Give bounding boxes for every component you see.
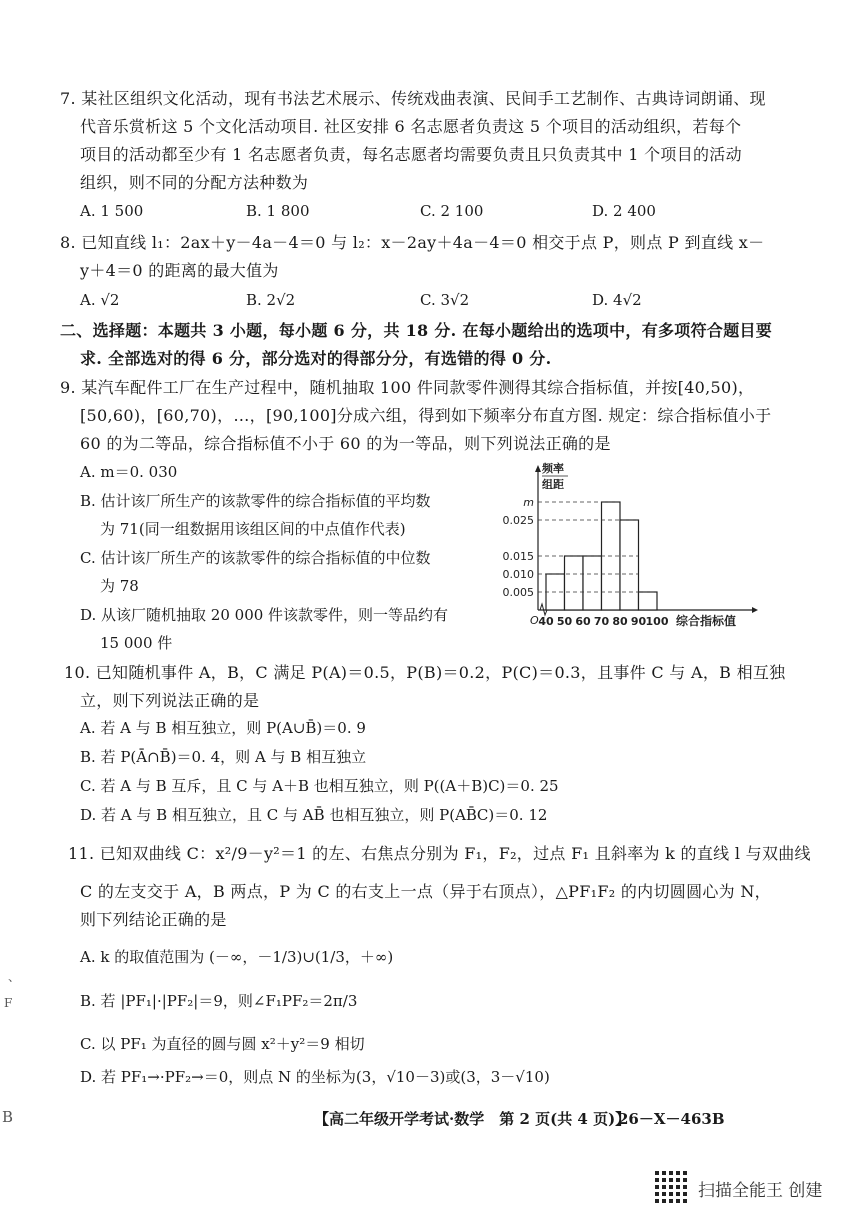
y-tick-label: 0.015 — [502, 550, 534, 563]
question-line-8: 60 的为二等品，综合指标值不小于 60 的为一等品，则下列说法正确的是 — [80, 434, 611, 453]
question-line-3: 组织，则不同的分配方法种数为 — [80, 173, 309, 192]
question-line-11: 11. 已知双曲线 C：x²/9－y²＝1 的左、右焦点分别为 F₁，F₂，过点 F₁ 且斜率为 k 的直线 l 与双曲线 — [68, 844, 811, 863]
answer-option-11: C. 估计该厂所生产的该款零件的综合指标值的中位数 — [80, 549, 431, 567]
answer-option-0: A. 1 500 — [80, 202, 144, 220]
answer-option-7: D. 4√2 — [592, 291, 642, 309]
answer-option-19: A. k 的取值范围为 (－∞，－1/3)∪(1/3，＋∞) — [80, 948, 394, 966]
y-tick-label: 0.025 — [502, 514, 534, 527]
answer-option-22: D. 若 PF₁→·PF₂→＝0，则点 N 的坐标为(3，√10－3)或(3，3－√10) — [80, 1068, 550, 1086]
answer-option-1: B. 1 800 — [246, 202, 310, 220]
answer-option-9: B. 估计该厂所生产的该款零件的综合指标值的平均数 — [80, 492, 431, 510]
footer-title: 【高二年级开学考试·数学 第 2 页(共 4 页)】 — [314, 1110, 631, 1128]
section-heading-1: 求. 全部选对的得 6 分，部分选对的得部分分，有选错的得 0 分. — [80, 349, 552, 368]
origin-label: O — [530, 614, 539, 627]
answer-option-16: B. 若 P(Ā∩B̄)＝0. 4，则 A 与 B 相互独立 — [80, 748, 367, 766]
answer-option-12: 为 78 — [100, 577, 139, 595]
answer-option-3: D. 2 400 — [592, 202, 656, 220]
answer-option-17: C. 若 A 与 B 互斥，且 C 与 A＋B 也相互独立，则 P((A＋B)C)＝0. 25 — [80, 777, 559, 795]
x-tick-label: 40 — [538, 615, 554, 628]
y-axis-label-bottom: 组距 — [542, 478, 564, 491]
answer-option-14: 15 000 件 — [100, 634, 173, 652]
y-axis-arrow — [535, 465, 541, 472]
y-tick-label: 0.005 — [502, 586, 534, 599]
answer-option-13: D. 从该厂随机抽取 20 000 件该款零件，则一等品约有 — [80, 606, 449, 624]
answer-option-15: A. 若 A 与 B 相互独立，则 P(A∪B̄)＝0. 9 — [80, 719, 366, 737]
margin-mark-char: F — [4, 996, 13, 1010]
histogram-bar — [620, 520, 639, 610]
answer-option-10: 为 71(同一组数据用该组区间的中点值作代表) — [100, 520, 406, 538]
x-axis-arrow — [752, 607, 758, 613]
y-tick-label: m — [523, 496, 534, 509]
x-tick-label: 50 — [556, 615, 573, 628]
question-line-12: C 的左支交于 A，B 两点，P 为 C 的右支上一点（异于右顶点），△PF₁F₂ 的内切圆圆心为 N， — [80, 882, 771, 901]
question-line-9: 10. 已知随机事件 A，B，C 满足 P(A)＝0.5，P(B)＝0.2，P(C)＝0.3，且事件 C 与 A，B 相互独 — [64, 663, 786, 682]
x-tick-label: 90 — [630, 615, 647, 628]
histogram-bar — [583, 556, 602, 610]
qr-code-icon — [652, 1168, 688, 1204]
answer-option-20: B. 若 |PF₁|·|PF₂|＝9，则∠F₁PF₂＝2π/3 — [80, 992, 358, 1010]
question-line-10: 立，则下列说法正确的是 — [80, 691, 260, 710]
section-heading-0: 二、选择题：本题共 3 小题，每小题 6 分，共 18 分. 在每小题给出的选项中，有多项符合题目要 — [60, 321, 773, 340]
answer-option-6: C. 3√2 — [420, 291, 470, 309]
x-axis-label: 综合指标值 — [676, 614, 737, 628]
question-line-6: 9. 某汽车配件工厂在生产过程中，随机抽取 100 件同款零件测得其综合指标值，并按[40,50)， — [60, 378, 755, 397]
question-line-5: y＋4＝0 的距离的最大值为 — [80, 261, 279, 280]
y-axis-label-top: 频率 — [542, 462, 564, 475]
x-tick-label: 80 — [612, 615, 628, 628]
answer-option-21: C. 以 PF₁ 为直径的圆与圆 x²＋y²＝9 相切 — [80, 1035, 365, 1053]
question-line-0: 7. 某社区组织文化活动，现有书法艺术展示、传统戏曲表演、民间手工艺制作、古典诗词朗诵、现 — [60, 89, 766, 108]
question-line-2: 项目的活动都至少有 1 名志愿者负责，每名志愿者均需要负责且只负责其中 1 个项目的活动 — [80, 145, 742, 164]
x-tick-label: 70 — [593, 615, 610, 628]
answer-option-2: C. 2 100 — [420, 202, 484, 220]
y-tick-label: 0.010 — [502, 568, 534, 581]
question-line-13: 则下列结论正确的是 — [80, 910, 227, 929]
histogram-bar — [639, 592, 658, 610]
footer-code: 26－X－463B — [618, 1110, 725, 1128]
margin-mark-comma: 、 — [8, 970, 21, 984]
x-tick-label: 60 — [575, 615, 591, 628]
frequency-histogram — [490, 460, 760, 640]
answer-option-8: A. m＝0. 030 — [80, 463, 178, 481]
answer-option-18: D. 若 A 与 B 相互独立，且 C 与 AB̄ 也相互独立，则 P(AB̄C)＝0. 12 — [80, 806, 548, 824]
margin-mark: B — [2, 1108, 14, 1126]
answer-option-5: B. 2√2 — [246, 291, 296, 309]
answer-option-4: A. √2 — [80, 291, 120, 309]
question-line-1: 代音乐赏析这 5 个文化活动项目. 社区安排 6 名志愿者负责这 5 个项目的活动组织，若每个 — [80, 117, 742, 136]
scanner-watermark: 扫描全能王 创建 — [698, 1181, 823, 1201]
question-line-4: 8. 已知直线 l₁：2ax＋y－4a－4＝0 与 l₂：x－2ay＋4a－4＝0 相交于点 P，则点 P 到直线 x－ — [60, 233, 765, 252]
histogram-bar — [565, 556, 584, 610]
x-tick-label: 100 — [645, 615, 669, 628]
question-line-7: [50,60)，[60,70)，…，[90,100]分成六组，得到如下频率分布直方图. 规定：综合指标值小于 — [80, 406, 772, 425]
